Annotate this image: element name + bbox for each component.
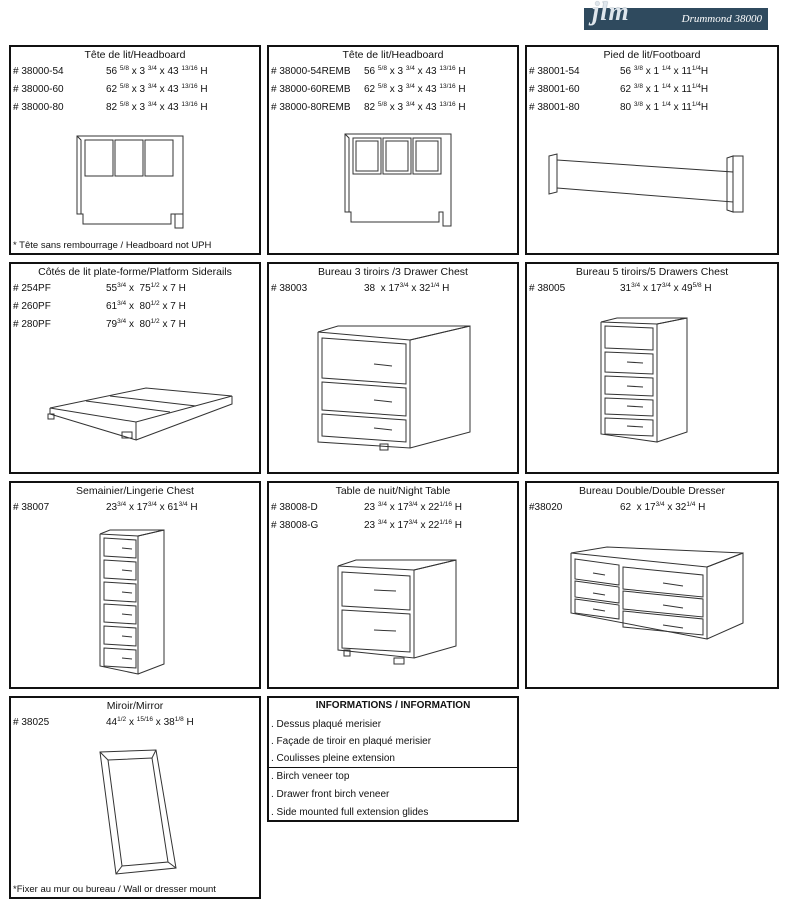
- spec-row: # 38003: [271, 283, 308, 294]
- spec-row: # 38007: [13, 502, 50, 513]
- spec-row: # 38001-54: [529, 66, 580, 77]
- panel-lingerie: [9, 481, 261, 689]
- panel-footboard: [525, 45, 779, 255]
- info-line-en: . Drawer front birch veneer: [271, 789, 390, 800]
- info-line-en: . Birch veneer top: [271, 771, 350, 782]
- information-title: INFORMATIONS / INFORMATION: [315, 700, 471, 711]
- dimension: 80 $^{3/8}$ x 1 $^{1/4}$ x $11^{1/4}H$: [620, 101, 709, 113]
- panel-title: Bureau 5 tiroirs/5 Drawers Chest: [575, 266, 729, 278]
- dimension: 38 x $17^{3/4}$ x $32^{1/4}$ H: [364, 282, 450, 294]
- mirror-drawing: [96, 748, 181, 878]
- spec-row: # 254PF: [13, 283, 51, 294]
- lingerie-drawing: [96, 528, 176, 678]
- dimension: 56 $^{5/8}$ x 3 $^{3/4}$ x 43 $^{13/16}$ H: [106, 65, 208, 77]
- panel-nightstand: [267, 481, 519, 689]
- mirror-note: *Fixer au mur ou bureau / Wall or dresser mount: [13, 884, 216, 895]
- dimension: 23 $^{3/4}$ x $17^{3/4}$ x $22^{1/16}$ H: [364, 519, 463, 531]
- spec-row: # 38001-80: [529, 102, 580, 113]
- panel-title: Bureau 3 tiroirs /3 Drawer Chest: [318, 266, 468, 278]
- dimension: 56 $^{5/8}$ x 3 $^{3/4}$ x 43 $^{13/16}$ H: [364, 65, 466, 77]
- dimension: 62 x $17^{3/4}$ x $32^{1/4}$ H: [620, 501, 706, 513]
- dimension: 82 $^{5/8}$ x 3 $^{3/4}$ x 43 $^{13/16}$ H: [106, 101, 208, 113]
- dimension: 23 $^{3/4}$ x $17^{3/4}$ x $22^{1/16}$ H: [364, 501, 463, 513]
- panel-title: Miroir/Mirror: [106, 700, 164, 712]
- brand-logo: jlm: [592, 0, 630, 26]
- headboard-drawing: [71, 132, 191, 232]
- info-line-en: . Side mounted full extension glides: [271, 807, 429, 818]
- brand-banner: [584, 0, 768, 30]
- dimension: 82 $^{5/8}$ x 3 $^{3/4}$ x 43 $^{13/16}$ H: [364, 101, 466, 113]
- dimension: $55^{3/4}$ x $75^{1/2}$ x 7 H: [106, 282, 186, 294]
- spec-row: # 38005: [529, 283, 566, 294]
- dimension: 62 $^{5/8}$ x 3 $^{3/4}$ x 43 $^{13/16}$ H: [106, 83, 208, 95]
- siderails-drawing: [46, 382, 236, 447]
- spec-row: # 38000-80: [13, 102, 64, 113]
- spec-row: # 38000-60REMB: [271, 84, 351, 95]
- dimension: $44^{1/2}$ x $^{15/16}$ x $38^{1/8}$ H: [106, 716, 194, 728]
- spec-row: # 38025: [13, 717, 50, 728]
- headboard-note: * Tête sans rembourrage / Headboard not UPH: [13, 240, 212, 251]
- series-name: Drummond 38000: [681, 13, 762, 25]
- panel-title: Semainier/Lingerie Chest: [76, 485, 194, 497]
- info-divider: [269, 767, 517, 768]
- panel-siderails: [9, 262, 261, 474]
- panel-title: Tête de lit/Headboard: [342, 49, 444, 61]
- headboard-remb-drawing: [339, 130, 459, 230]
- panel-chest3: [267, 262, 519, 474]
- panel-title: Côtés de lit plate-forme/Platform Siderails: [38, 266, 232, 278]
- chest5-drawing: [597, 316, 717, 451]
- spec-row: #38020: [529, 502, 563, 513]
- dimension: 62 $^{5/8}$ x 3 $^{3/4}$ x 43 $^{13/16}$ H: [364, 83, 466, 95]
- dimension: $31^{3/4}$ x $17^{3/4}$ x $49^{5/8}$ H: [620, 282, 712, 294]
- spec-row: # 38008-G: [271, 520, 319, 531]
- panel-title: Table de nuit/Night Table: [335, 485, 451, 497]
- panel-title: Tête de lit/Headboard: [84, 49, 186, 61]
- panel-mirror: [9, 696, 261, 899]
- spec-row: # 260PF: [13, 301, 51, 312]
- panel-information: [267, 696, 519, 822]
- panel-chest5: [525, 262, 779, 474]
- panel-title: Bureau Double/Double Dresser: [579, 485, 725, 497]
- spec-row: # 38001-60: [529, 84, 580, 95]
- chest3-drawing: [314, 324, 474, 454]
- info-line-fr: . Dessus plaqué merisier: [271, 719, 382, 730]
- spec-row: # 38000-54REMB: [271, 66, 351, 77]
- info-line-fr: . Coulisses pleine extension: [271, 753, 395, 764]
- spec-row: # 38000-60: [13, 84, 64, 95]
- spec-row: # 38000-54: [13, 66, 64, 77]
- footboard-drawing: [547, 152, 747, 217]
- dresser-drawing: [567, 545, 747, 655]
- panel-headboard-remb: [267, 45, 519, 255]
- panel-dresser: [525, 481, 779, 689]
- spec-row: # 280PF: [13, 319, 51, 330]
- dimension: $61^{3/4}$ x $80^{1/2}$ x 7 H: [106, 300, 186, 312]
- panel-title: Pied de lit/Footboard: [603, 49, 701, 61]
- info-line-fr: . Façade de tiroir en plaqué merisier: [271, 736, 432, 747]
- panel-headboard: [9, 45, 261, 255]
- spec-row: # 38000-80REMB: [271, 102, 351, 113]
- dimension: $79^{3/4}$ x $80^{1/2}$ x 7 H: [106, 318, 186, 330]
- dimension: 56 $^{3/8}$ x 1 $^{1/4}$ x $11^{1/4}H$: [620, 65, 709, 77]
- spec-row: # 38008-D: [271, 502, 318, 513]
- nightstand-drawing: [334, 558, 464, 673]
- dimension: 62 $^{3/8}$ x 1 $^{1/4}$ x $11^{1/4}H$: [620, 83, 709, 95]
- dimension: $23^{3/4}$ x $17^{3/4}$ x $61^{3/4}$ H: [106, 501, 198, 513]
